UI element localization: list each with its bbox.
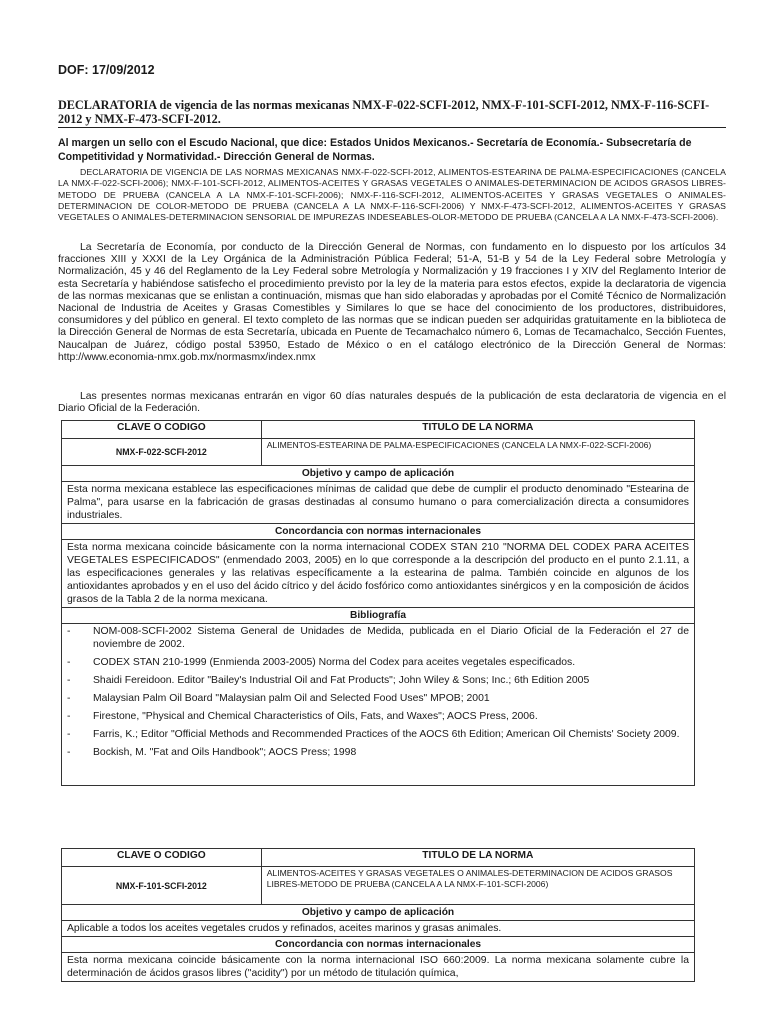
bibliography-item: - Malaysian Palm Oil Board "Malaysian palm Oil and Selected Food Uses" MPOB; 2001 (67, 693, 490, 704)
norm-code: NMX-F-022-SCFI-2012 (62, 439, 262, 466)
title-divider (58, 127, 726, 128)
bibliography-item: - NOM-008-SCFI-2002 Sistema General de Unidades de Medida, publicada en el Diario Oficial de la Federación el 27 de noviembre de 2002. (67, 626, 689, 650)
bibliography-item: - Farris, K.; Editor "Official Methods and Recommended Practices of the AOCS 6th Edition; American Oil Chemists' Society 2009. (67, 729, 680, 740)
dof-date: DOF: 17/09/2012 (58, 63, 155, 77)
margin-note: Al margen un sello con el Escudo Nacional, que dice: Estados Unidos Mexicanos.- Secretaría de Economía.- Subsecretaría de Competitividad y Normatividad.- Dirección General de Normas. (58, 137, 692, 163)
body-paragraph-1: La Secretaría de Economía, por conducto de la Dirección General de Normas, con fundamento en lo dispuesto por los artículos 34 fracciones XIII y XXXI de la Ley Orgánica de la Administración Pública Federal; 51-A, 51-B y 54 de la Ley Federal sobre Metrología y Normalización, 45 y 46 del Reglamento de la Ley Federal sobre Metrología y Normalización y 19 fracciones I y XIV del Reglamento Interior de esta Secretaría y habiéndose satisfecho el procedimiento previsto por la ley de la materia para estos efectos, expide la declaratoria de vigencia de las normas mexicanas que se enlistan a continuación, mismas que han sido elaboradas y aprobadas por el Comité Técnico de Normalización Nacional de Industria de Aceites y Grasas Comestibles y Similares lo que se hace del conocimiento de los productores, distribuidores, consumidores y del público en general. El texto completo de las normas que se indican pueden ser adquiridas gratuitamente en la biblioteca de la Dirección General de Normas de esta Secretaría, ubicada en Puente de Tecamachalco número 6, Lomas de Tecamachalco, Sección Fuentes, Naucalpan de Juárez, código postal 53950, Estado de México o en el catálogo electrónico de la Dirección General de Normas: http://www.economia-nmx.gob.mx/normasmx/index.nmx (58, 242, 726, 363)
bibliography-heading: Bibliografía (62, 608, 695, 624)
norm-table-2 (61, 848, 695, 982)
bibliography-item: - Firestone, "Physical and Chemical Characteristics of Oils, Fats, and Waxes"; AOCS Press, 2006. (67, 711, 538, 722)
column-header-code: CLAVE O CODIGO (62, 421, 262, 439)
bibliography-item: - Shaidi Fereidoon. Editor "Bailey's Industrial Oil and Fat Products"; John Wiley & Sons; Inc.; 6th Edition 2005 (67, 675, 590, 686)
document-title: DECLARATORIA de vigencia de las normas mexicanas NMX-F-022-SCFI-2012, NMX-F-101-SCFI-2012, NMX-F-116-SCFI-2012 y NMX-F-473-SCFI-2012. (58, 98, 710, 126)
objective-heading: Objetivo y campo de aplicación (62, 466, 695, 482)
norm-code: NMX-F-101-SCFI-2012 (62, 867, 262, 905)
norm-title: ALIMENTOS-ESTEARINA DE PALMA-ESPECIFICACIONES (CANCELA LA NMX-F-022-SCFI-2006) (261, 439, 694, 466)
column-header-title: TITULO DE LA NORMA (261, 849, 694, 867)
bibliography-item: - CODEX STAN 210-1999 (Enmienda 2003-2005) Norma del Codex para aceites vegetales especificados. (67, 657, 576, 668)
objective-text: Esta norma mexicana establece las especificaciones mínimas de calidad que debe de cumplir el producto denominado "Estearina de Palma", para usarse en la fabricación de grasas destinadas al consumo humano o para comercialización directa a consumidores industriales. (62, 482, 695, 524)
objective-text: Aplicable a todos los aceites vegetales crudos y refinados, aceites marinos y grasas animales. (62, 921, 695, 937)
bibliography-list (67, 625, 689, 784)
concordance-heading: Concordancia con normas internacionales (62, 937, 695, 953)
concordance-text: Esta norma mexicana coincide básicamente con la norma internacional ISO 660:2009. La norma mexicana solamente cubre la determinación de ácidos grasos libres ("acidity") por un método de titulación química, (62, 953, 695, 982)
column-header-code: CLAVE O CODIGO (62, 849, 262, 867)
bibliography-cell (62, 624, 695, 786)
norm-table-1 (61, 420, 695, 786)
concordance-text: Esta norma mexicana coincide básicamente con la norma internacional CODEX STAN 210 "NORMA DEL CODEX PARA ACEITES VEGETALES ESPECIFICADOS" (enmendado 2003, 2005) en lo que corresponde a la descripción del producto en el punto 2.1.11, a las especificaciones generales y las relativas específicamente a la estearina de palma. También coincide en algunos de los antioxidantes aprobados y en el uso del ácido cítrico y del ácido fosfórico como antioxidantes sinérgicos y en la composición de ácidos grasos de la Tabla 2 de la norma mexicana. (62, 540, 695, 608)
concordance-heading: Concordancia con normas internacionales (62, 524, 695, 540)
bibliography-item: - Bockish, M. "Fat and Oils Handbook"; AOCS Press; 1998 (67, 747, 357, 758)
column-header-title: TITULO DE LA NORMA (261, 421, 694, 439)
norm-title: ALIMENTOS-ACEITES Y GRASAS VEGETALES O ANIMALES-DETERMINACION DE ACIDOS GRASOS LIBRES-METODO DE PRUEBA (CANCELA A LA NMX-F-101-SCFI-2006) (261, 867, 694, 905)
declaratoria-text: DECLARATORIA DE VIGENCIA DE LAS NORMAS MEXICANAS NMX-F-022-SCFI-2012, ALIMENTOS-ESTEARINA DE PALMA-ESPECIFICACIONES (CANCELA LA NMX-F-022-SCFI-2006); NMX-F-101-SCFI-2012, ALIMENTOS-ACEITES Y GRASAS VEGETALES O ANIMALES-DETERMINACION DE ACIDOS GRASOS LIBRES-METODO DE PRUEBA (CANCELA A LA NMX-F-101-SCFI-2006); NMX-F-116-SCFI-2012, ALIMENTOS-ACEITES Y GRASAS VEGETALES O ANIMALES-DETERMINACION DE COLOR-METODO DE PRUEBA (CANCELA A LA NMX-F-116-SCFI-2006) Y NMX-F-473-SCFI-2012, ALIMENTOS-ACEITES Y GRASAS VEGETALES O ANIMALES-DETERMINACION SENSORIAL DE IMPUREZAS INDESEABLES-OLOR-METODO DE PRUEBA (CANCELA A LA NMX-F-473-SCFI-2006). (58, 167, 726, 223)
objective-heading: Objetivo y campo de aplicación (62, 905, 695, 921)
body-paragraph-2: Las presentes normas mexicanas entrarán en vigor 60 días naturales después de la publicación de esta declaratoria de vigencia en el Diario Oficial de la Federación. (58, 391, 726, 415)
